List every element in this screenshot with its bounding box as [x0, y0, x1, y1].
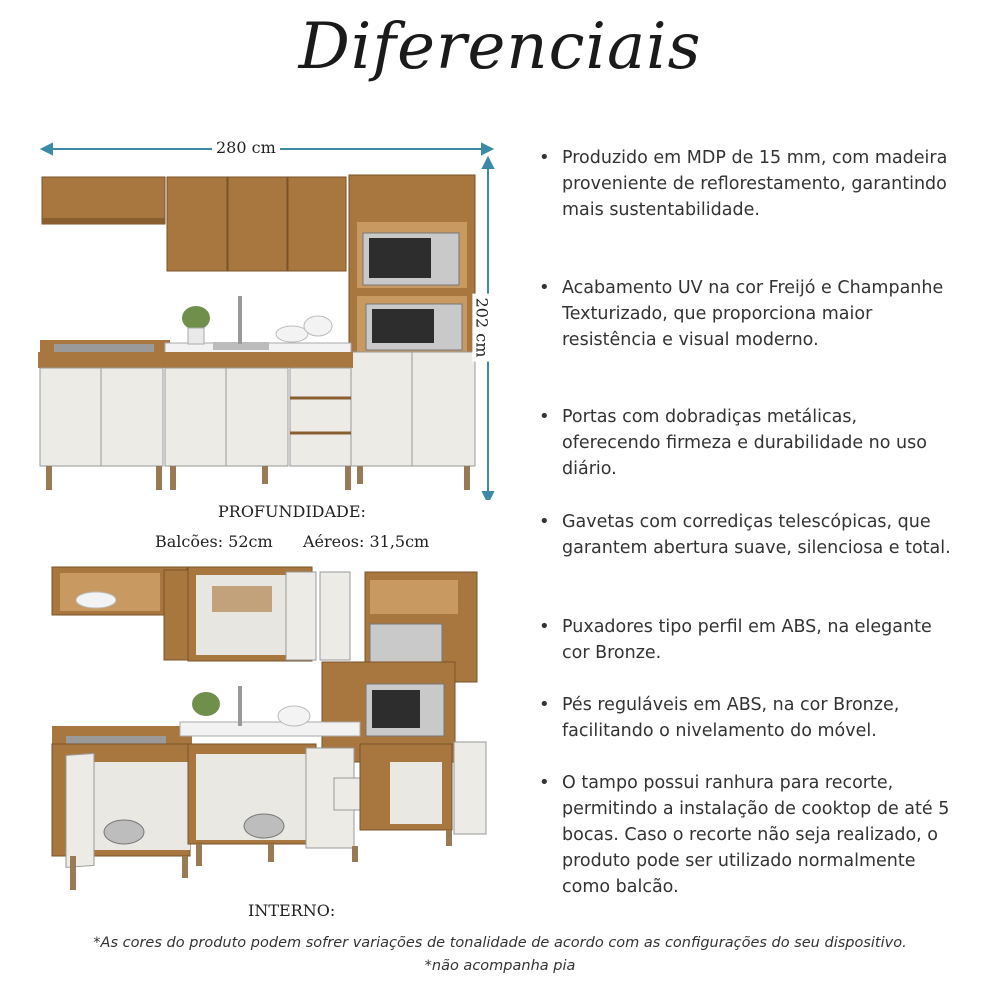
sink-disclaimer: *não acompanha pia: [424, 958, 576, 974]
depth-title: PROFUNDIDADE:: [218, 502, 366, 521]
feature-item: • Produzido em MDP de 15 mm, com madeira proveniente de reflorestamento, garantindo mais sustentabilidade.: [537, 145, 957, 223]
kitchen-open-illustration: [0, 0, 520, 910]
feature-item: • Acabamento UV na cor Freijó e Champanhe Texturizado, que proporciona maior resistência e visual moderno.: [537, 275, 957, 353]
depth-counters: Balcões: 52cm: [155, 532, 273, 551]
open-countertop: [52, 686, 360, 746]
feature-item: • O tampo possui ranhura para recorte, permitindo a instalação de cooktop de até 5 bocas. Caso o recorte não seja realizado, o produto pode ser utilizado normalmente como balcão.: [537, 770, 957, 900]
feature-item: • Puxadores tipo perfil em ABS, na elegante cor Bronze.: [537, 614, 957, 666]
height-label: 202 cm: [472, 294, 491, 362]
page-title: Diferenciais: [298, 10, 702, 84]
feature-item: • Portas com dobradiças metálicas, oferecendo firmeza e durabilidade no uso diário.: [537, 404, 957, 482]
depth-cabinets: Aéreos: 31,5cm: [303, 532, 430, 551]
feature-item: • Pés reguláveis em ABS, na cor Bronze, facilitando o nivelamento do móvel.: [537, 692, 957, 744]
width-label: 280 cm: [212, 138, 280, 157]
color-disclaimer: *As cores do produto podem sofrer variações de tonalidade de acordo com as configurações do seu dispositivo.: [93, 935, 907, 951]
interior-label: INTERNO:: [248, 901, 336, 920]
feature-item: • Gavetas com corrediças telescópicas, que garantem abertura suave, silenciosa e total.: [537, 509, 957, 561]
